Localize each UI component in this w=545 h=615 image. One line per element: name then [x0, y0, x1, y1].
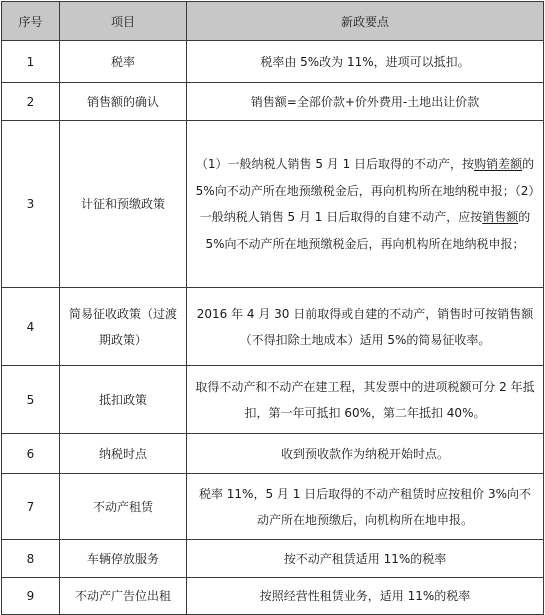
underlined-term: 销售额 — [482, 210, 519, 224]
row-item: 税率 — [60, 41, 187, 83]
row-num: 2 — [2, 83, 60, 121]
content-part: （1）一般纳税人销售 5 月 1 日后取得的不动产，按 — [195, 157, 475, 171]
row-item: 计征和预缴政策 — [60, 121, 187, 288]
table-row — [2, 366, 544, 434]
table-header-row — [2, 2, 544, 41]
row-item: 纳税时点 — [60, 434, 187, 474]
row-num: 4 — [2, 288, 60, 366]
table-row — [2, 288, 544, 366]
underlined-term: 购销差额 — [474, 157, 523, 171]
table-row — [2, 121, 544, 288]
row-num: 1 — [2, 41, 60, 83]
row-content: 2016 年 4 月 30 日前取得或自建的不动产，销售时可按销售额（不得扣除土地成本）适用 5%的简易征收率。 — [187, 288, 544, 366]
row-content: 税率由 5%改为 11%，进项可以抵扣。 — [187, 41, 544, 83]
row-num: 6 — [2, 434, 60, 474]
header-content: 新政要点 — [187, 2, 544, 41]
row-content: 取得不动产和不动产在建工程，其发票中的进项税额可分 2 年抵扣，第一年可抵扣 60%，第二年抵扣 40%。 — [187, 366, 544, 434]
row-item: 简易征收政策（过渡期政策） — [60, 288, 187, 366]
row-item: 不动产广告位出租 — [60, 578, 187, 615]
table-row — [2, 83, 544, 121]
table-row — [2, 540, 544, 578]
row-num: 7 — [2, 474, 60, 540]
row-item: 销售额的确认 — [60, 83, 187, 121]
row-num: 9 — [2, 578, 60, 615]
row-item: 不动产租赁 — [60, 474, 187, 540]
row-content: 税率 11%，5 月 1 日后取得的不动产租赁时应按租价 3%向不动产所在地预缴后，向机构所在地申报。 — [187, 474, 544, 540]
content-part: 的 5%向不动产所在地预缴税金后，再向机构所在地纳税申报； — [205, 210, 531, 251]
table-row — [2, 434, 544, 474]
row-content: 收到预收款作为纳税开始时点。 — [187, 434, 544, 474]
row-content — [187, 121, 544, 288]
row-item: 车辆停放服务 — [60, 540, 187, 578]
table-row — [2, 474, 544, 540]
row-num: 3 — [2, 121, 60, 288]
content-part: 的 5%向不动产所在地预缴税金后，再向机构所在地纳税申报；（2）一般纳税人销售 5 月 1 日后取得的自建不动产，应按 — [195, 157, 535, 224]
header-item: 项目 — [60, 2, 187, 41]
row-content: 销售额=全部价款+价外费用-土地出让价款 — [187, 83, 544, 121]
row-item: 抵扣政策 — [60, 366, 187, 434]
row-content: 按不动产租赁适用 11%的税率 — [187, 540, 544, 578]
row-num: 5 — [2, 366, 60, 434]
row-content: 按照经营性租赁业务，适用 11%的税率 — [187, 578, 544, 615]
row-num: 8 — [2, 540, 60, 578]
table-row — [2, 578, 544, 615]
table-row — [2, 41, 544, 83]
header-num: 序号 — [2, 2, 60, 41]
policy-table — [1, 1, 544, 615]
